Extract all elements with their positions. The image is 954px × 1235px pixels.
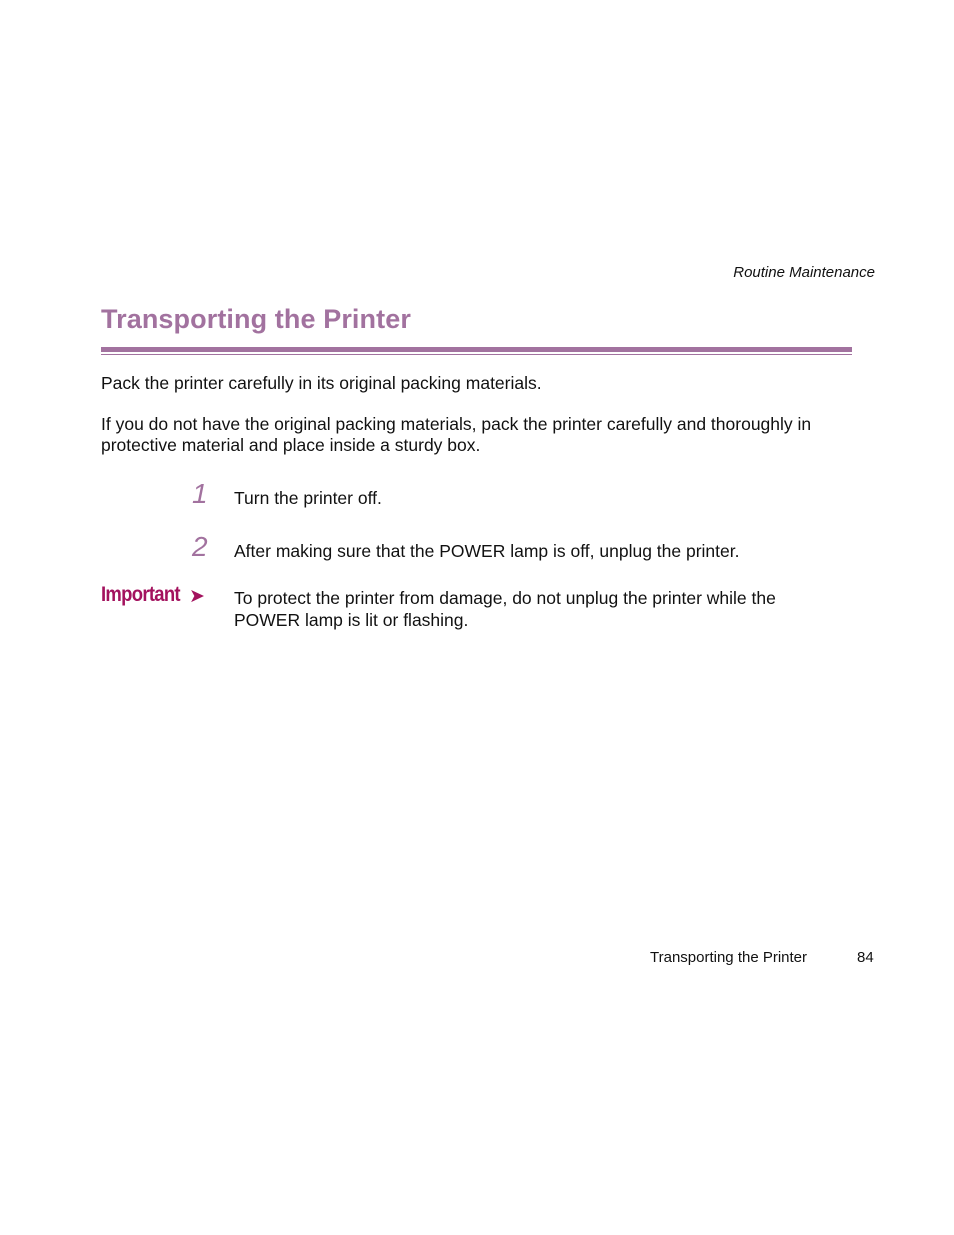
intro-paragraph: Pack the printer carefully in its original packing materials.: [101, 373, 542, 393]
step-text-1: Turn the printer off.: [234, 488, 382, 508]
footer-title: Transporting the Printer: [650, 949, 808, 966]
step-number-2: 2: [192, 531, 208, 562]
title-rule-thick: [101, 347, 852, 352]
step-number-1: 1: [192, 478, 208, 509]
title-rule-thin: [101, 354, 852, 355]
running-header: Routine Maintenance: [733, 264, 875, 281]
packing-paragraph: If you do not have the original packing materials, pack the printer carefully and thoroughly in protective material and place inside a sturdy box.: [101, 414, 812, 455]
important-label: Important: [101, 583, 180, 606]
page-title: Transporting the Printer: [101, 304, 411, 334]
step-text-2: After making sure that the POWER lamp is off, unplug the printer.: [234, 541, 740, 561]
important-text: To protect the printer from damage, do not unplug the printer while the POWER lamp is lit or flashing.: [234, 588, 776, 630]
page-number: 84: [857, 949, 874, 966]
arrow-right-icon: ➤: [189, 586, 205, 607]
